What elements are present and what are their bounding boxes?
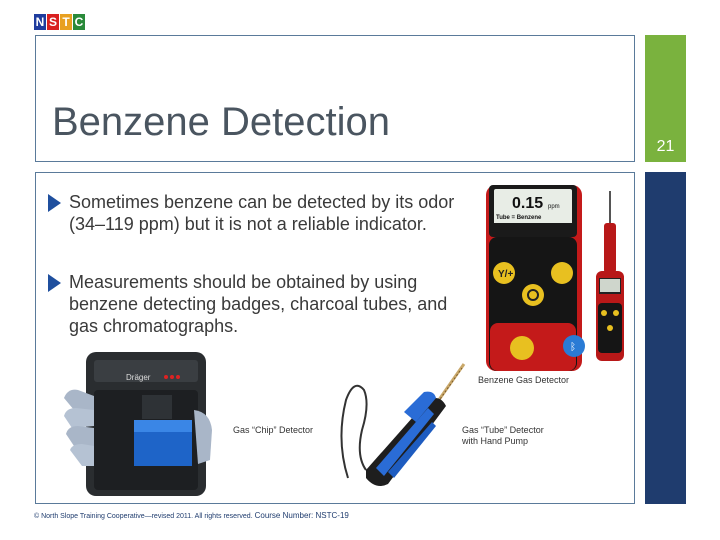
caption-tube-detector-line2: with Hand Pump — [462, 436, 529, 446]
slide-title: Benzene Detection — [52, 100, 391, 144]
device-mode: Tube = Benzene — [496, 215, 542, 221]
benzene-gas-detector-image — [484, 183, 624, 373]
bullet-text: Sometimes benzene can be detected by its odor (34–119 ppm) but it is not a reliable indicator. — [69, 192, 455, 234]
footer — [34, 511, 349, 520]
bullet-item — [48, 271, 468, 337]
tube-detector-image — [336, 360, 476, 490]
bullet-text: Measurements should be obtained by using benzene detecting badges, charcoal tubes, and gas chromatographs. — [69, 272, 448, 336]
logo-letter-c: C — [74, 15, 84, 29]
caption-chip-detector: Gas “Chip” Detector — [233, 425, 314, 435]
brand-label: Dräger — [126, 373, 151, 382]
footer-course-number: Course Number: NSTC-19 — [254, 511, 349, 520]
bullet-item — [48, 191, 468, 235]
bullet-arrow-icon — [48, 194, 61, 212]
svg-text:ᛒ: ᛒ — [570, 342, 576, 353]
nstc-logo — [34, 14, 85, 32]
slide-number: 21 — [656, 138, 675, 155]
chip-detector-image — [64, 350, 214, 498]
bullet-arrow-icon — [48, 274, 61, 292]
caption-tube-detector-line1: Gas “Tube” Detector — [462, 425, 544, 435]
svg-text:Y/+: Y/+ — [498, 269, 514, 280]
logo-letter-t: T — [60, 14, 72, 30]
footer-copyright: © North Slope Training Cooperative—revised 2011. All rights reserved. — [34, 513, 253, 520]
logo-letter-n: N — [35, 15, 45, 29]
caption-benzene-detector: Benzene Gas Detector — [478, 375, 570, 385]
accent-bar — [645, 172, 686, 504]
logo-letter-s: S — [48, 15, 57, 29]
device-reading: 0.15 — [512, 195, 544, 212]
device-unit: ppm — [548, 204, 560, 210]
